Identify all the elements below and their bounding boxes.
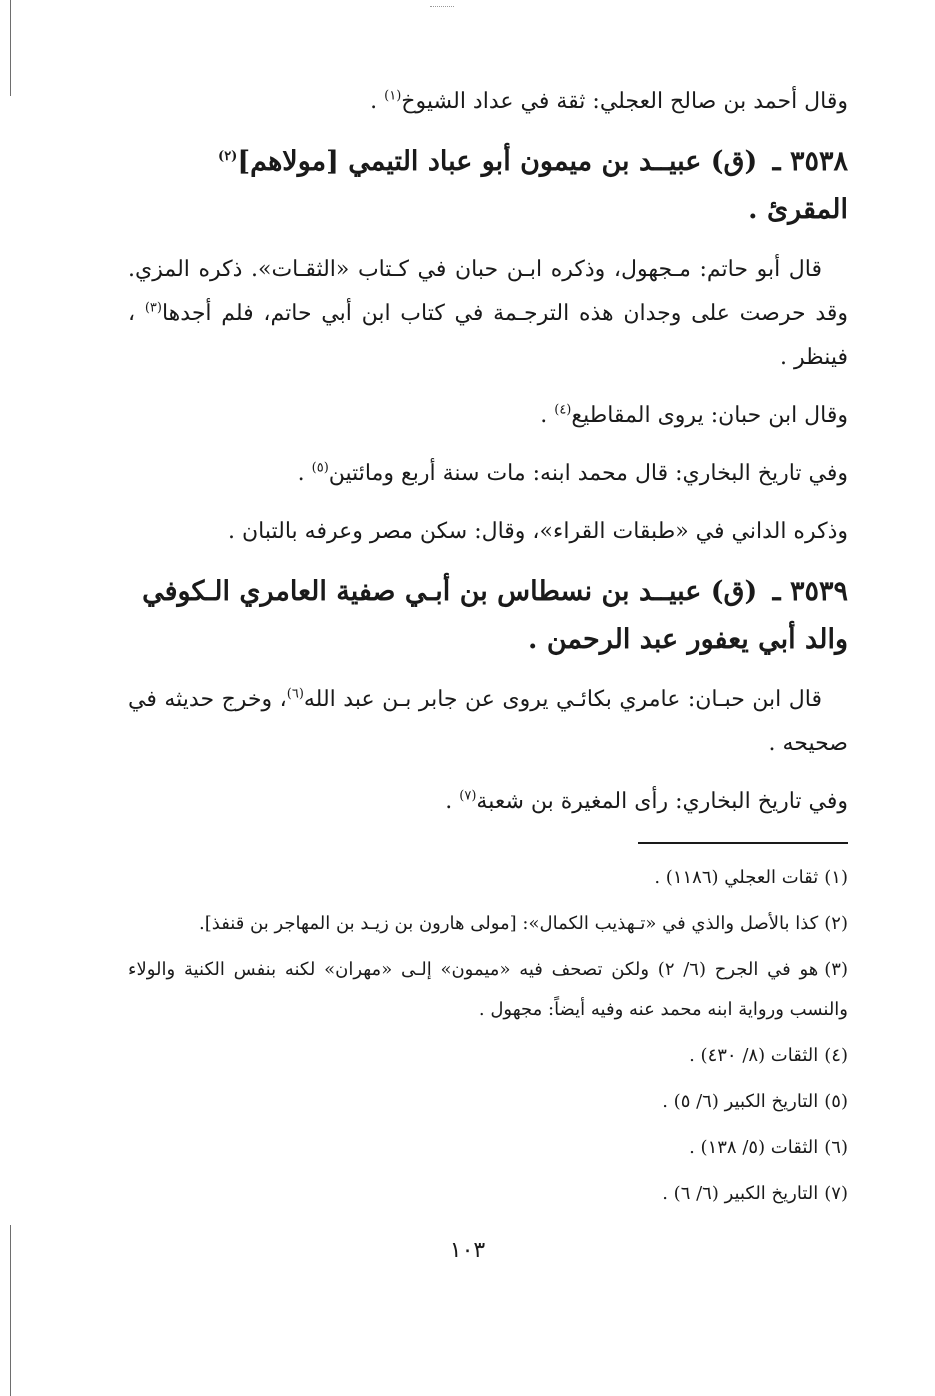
footnote-5: [128, 1082, 848, 1122]
footnote-4: [128, 1036, 848, 1076]
entry-title-end: المقرئ .: [748, 194, 848, 225]
footnote-1: [128, 858, 848, 898]
paragraph-end: .: [370, 89, 385, 114]
top-margin-mark: [430, 6, 454, 7]
footnote-text: ثقات العجلي (١١٨٦) .: [654, 867, 819, 888]
footnote-ref-4[interactable]: (٤): [554, 402, 572, 418]
page-content: [128, 80, 848, 1220]
entry-heading-3538: [128, 138, 848, 234]
footnote-ref-7[interactable]: (٧): [459, 788, 477, 804]
footnote-2: [128, 904, 848, 944]
footnote-ref-6[interactable]: (٦): [286, 686, 304, 702]
paragraph-text: قال ابن حبـان: عامري بكائـي يروى عن جابر بـن عبد الله: [303, 687, 823, 712]
page-number: ١٠٣: [449, 1238, 486, 1263]
entry-number: ٣٥٣٩ ـ: [772, 576, 848, 607]
footnote-7: [128, 1174, 848, 1214]
paragraph-text: وقال أحمد بن صالح العجلي: ثقة في عداد الشيوخ: [401, 89, 848, 114]
footnote-number: (١): [824, 867, 848, 888]
footnote-number: (٥): [824, 1091, 848, 1112]
page-edge-line-top: [10, 0, 11, 96]
paragraph-end: .: [297, 461, 312, 486]
footnote-text: التاريخ الكبير (٦/ ٦) .: [662, 1183, 819, 1204]
footnote-text: الثقات (٨/ ٤٣٠) .: [689, 1045, 819, 1066]
paragraph-end: .: [445, 789, 460, 814]
paragraph-bukhari: [128, 452, 848, 496]
footnote-ref-1[interactable]: (١): [384, 88, 402, 104]
paragraph-text: قال أبو حاتم: مـجهول، وذكره ابـن حبان في كـتاب «الثقـات». ذكره المزي. وقد حرصت على وجدان هذه الترجـمة في كتاب ابن أبي حاتم، فلم أجدها: [128, 257, 849, 326]
paragraph-abu-hatim: [128, 248, 848, 380]
footnote-text: التاريخ الكبير (٦/ ٥) .: [662, 1091, 819, 1112]
footnote-ref-5[interactable]: (٥): [311, 460, 329, 476]
footnote-separator: [638, 842, 848, 844]
entry-title: (ق) عبيــد بن ميمون أبو عباد التيمي [مولاهم]: [237, 146, 758, 177]
paragraph-text: وقال ابن حبان: يروى المقاطيع: [571, 403, 848, 428]
footnote-number: (٣): [824, 959, 848, 980]
paragraph-end: .: [540, 403, 555, 428]
paragraph-ibn-hibban: [128, 394, 848, 438]
footnote-number: (٤): [824, 1045, 848, 1066]
entry-number: ٣٥٣٨ ـ: [772, 146, 848, 177]
footnote-text: الثقات (٥/ ١٣٨) .: [689, 1137, 819, 1158]
paragraph-text: وذكره الداني في «طبقات القراء»، وقال: سكن مصر وعرفه بالتبان .: [228, 519, 848, 544]
entry-title: (ق) عبيــد بن نسطاس بن أبـي صفية العامري الـكوفي والد أبي يعفور عبد الرحمن .: [142, 576, 848, 655]
paragraph-text: وفي تاريخ البخاري: رأى المغيرة بن شعبة: [476, 789, 848, 814]
footnote-text: هو في الجرح (٦/ ٢) ولكن تصحف فيه «ميمون» إلـى «مهران» لكنه بنفس الكنية والولاء والنسب ورواية ابنه محمد عنه وفيه أيضاً: مجهول .: [128, 959, 848, 1020]
footnote-number: (٢): [824, 913, 848, 934]
footnote-text: كذا بالأصل والذي في «تـهذيب الكمال»: [مولى هارون بن زيـد بن المهاجر بن قنفذ].: [199, 913, 819, 934]
footnote-number: (٦): [824, 1137, 848, 1158]
entry-heading-3539: [128, 568, 848, 664]
paragraph-end: ، فينظر .: [128, 301, 848, 370]
paragraph-bukhari-2: [128, 780, 848, 824]
paragraph-ajli: [128, 80, 848, 124]
footnote-ref-2[interactable]: (٢): [218, 149, 238, 164]
footnote-3: [128, 950, 848, 1030]
footnotes: [128, 858, 848, 1214]
paragraph-end: ، وخرج حديثه في صحيحه .: [128, 687, 848, 756]
paragraph-dani: [128, 510, 848, 554]
footnote-number: (٧): [824, 1183, 848, 1204]
footnote-6: [128, 1128, 848, 1168]
paragraph-text: وفي تاريخ البخاري: قال محمد ابنه: مات سنة أربع ومائتين: [328, 461, 848, 486]
paragraph-ibn-hibban-2: [128, 678, 848, 766]
footnote-ref-3[interactable]: (٣): [144, 300, 162, 316]
